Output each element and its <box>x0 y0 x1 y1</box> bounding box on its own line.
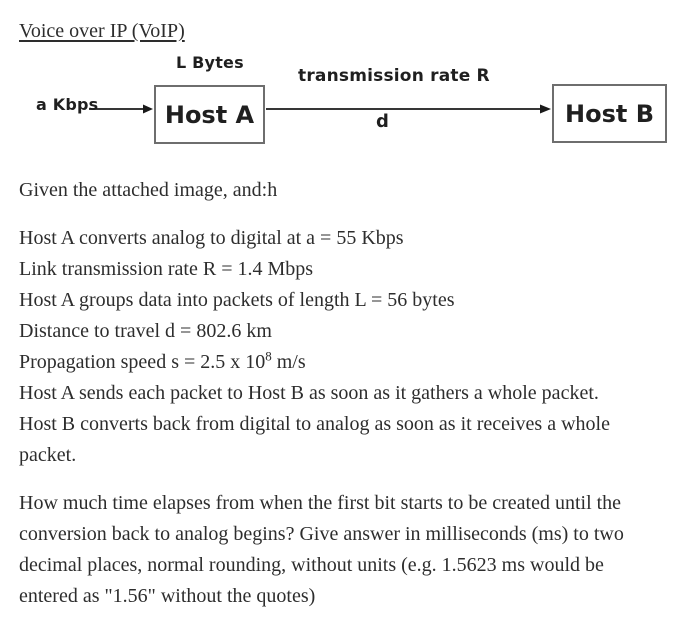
host-b-box <box>552 84 667 143</box>
host-b-label: Host B <box>565 99 654 128</box>
fact-packet-length: Host A groups data into packets of length L = 56 bytes <box>19 289 455 311</box>
exponent: 8 <box>265 348 272 364</box>
page-title: Voice over IP (VoIP) <box>19 20 185 42</box>
network-diagram <box>19 49 659 155</box>
question-body <box>19 175 659 612</box>
fact-analog-rate: Host A converts analog to digital at a = 55 Kbps <box>19 227 404 249</box>
question-text: How much time elapses from when the first bit starts to be created until the conversion back to analog begins? Give answer in milliseconds (ms) to two decimal places, normal rounding, without units (e.g. 1.5623 ms would be entered as "1.56" without the quotes) <box>19 492 624 607</box>
fact-distance: Distance to travel d = 802.6 km <box>19 320 272 342</box>
fact-receive-behavior: Host B converts back from digital to analog as soon as it receives a whole packet. <box>19 413 610 466</box>
link-arrow <box>266 105 551 114</box>
host-a-label: Host A <box>164 100 255 129</box>
distance-label: d <box>376 111 390 132</box>
host-a-box <box>154 85 265 144</box>
fact-send-behavior: Host A sends each packet to Host B as soon as it gathers a whole packet. <box>19 382 599 404</box>
packet-size-label: L Bytes <box>176 53 244 72</box>
input-rate-label: a Kbps <box>36 95 99 114</box>
given-facts <box>19 223 659 471</box>
transmission-rate-label: transmission rate R <box>298 66 490 86</box>
input-arrow <box>89 105 153 114</box>
intro-text: Given the attached image, and:h <box>19 179 278 201</box>
fact-propagation-speed: Propagation speed s = 2.5 x $10^8$ m/s <box>19 348 306 373</box>
fact-link-rate: Link transmission rate R = 1.4 Mbps <box>19 258 314 280</box>
